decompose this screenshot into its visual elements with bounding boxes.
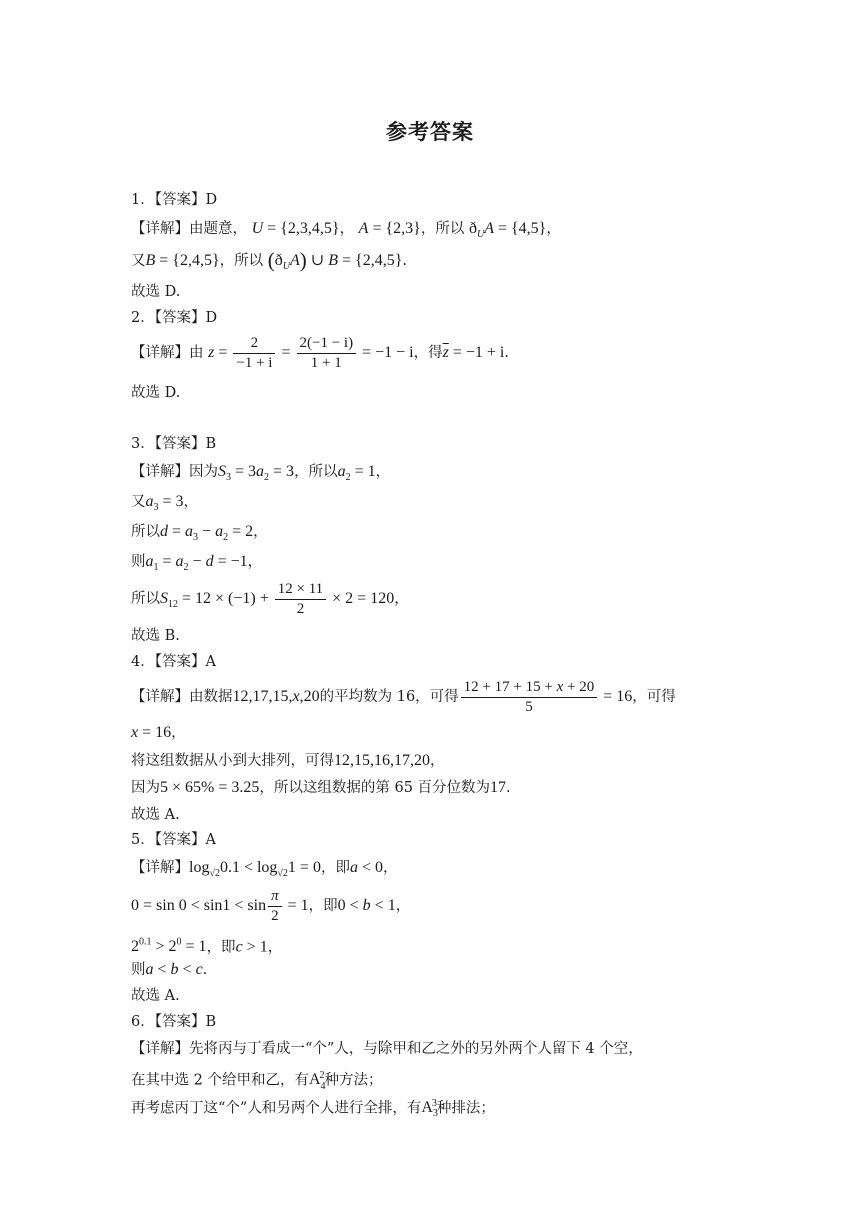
q2-answer-line	[131, 308, 217, 328]
q4-math-result: 17	[490, 779, 507, 796]
q2-math-conjugate: $\overline{z} = -1 + i$	[442, 344, 505, 361]
q3-text: 则	[131, 554, 146, 570]
q1-math-A: A = {2,3}	[358, 220, 421, 237]
q4-detail-line-1: 【详解】由数据12,17,15,x,20的平均数为 16，可得 $\frac{12 + 17 + 15 + x + 20}{5}$ = 16，可得	[131, 678, 676, 715]
q3-detail-line-3: 所以$d = a_3 - a_2 = 2$，	[131, 523, 268, 544]
q1-text: 又	[131, 253, 146, 269]
q3-math-S3: $S_3 = 3a_2 = 3$	[218, 463, 295, 484]
q4-fraction: $\frac{12 + 17 + 15 + x + 20}{5}$	[461, 678, 598, 717]
q5-math-c: c > 1	[235, 938, 268, 956]
q4-answer: A	[205, 654, 216, 670]
q2-detail-line: 【详解】由 z = $\frac{2}{-1 + i}$ = $\frac{2(-1 - i)}{1 + 1}$ = −1 − i，得$\overline{z} = -1 + i$.	[131, 334, 509, 371]
q6-math-A33: $A_3^3$	[421, 1098, 438, 1120]
q6-number: 6．	[131, 1014, 155, 1030]
q6-text: 种方法；	[324, 1072, 383, 1089]
detail-tag: 【详解】	[131, 860, 189, 876]
q3-math-a1: $a_1 = a_2 - d = -1$	[145, 553, 248, 574]
answer-tag: 【答案】	[154, 1014, 206, 1030]
q5-text: ，即	[320, 860, 350, 876]
q1-detail-line-1: 【详解】由题意， U = {2,3,4,5}， A = {2,3}，所以 $ð_UA = \{4,5\}$，	[131, 220, 561, 241]
q3-math-a3: $a_3 = 3$	[145, 493, 184, 514]
q3-detail-line-4: 则$a_1 = a_2 - d = -1$，	[131, 553, 263, 574]
q5-answer: A	[205, 832, 216, 848]
q5-detail-line-1: 【详解】$\log_{√2}0.1 < \log_{√2}1 = 0$，即a < 0，	[131, 859, 398, 880]
q3-detail-line-2: 又$a_3 = 3$，	[131, 493, 199, 514]
q5-conclusion: 故选 A.	[131, 988, 180, 1004]
q6-answer: B	[205, 1014, 217, 1030]
q5-math-exp: $2^{0.1} > 2^0 = 1$	[131, 937, 207, 956]
q1-math-B: B = {2,4,5}	[145, 252, 220, 269]
answer-tag: 【答案】	[154, 832, 206, 848]
q6-detail-line-3	[131, 1094, 495, 1125]
q3-fraction: $\frac{12 \times 11}{2}$	[275, 580, 326, 619]
detail-tag: 【详解】	[131, 345, 189, 361]
q1-detail-line-2: 又B = {2,4,5}，所以 $(ð_UA)$ ∪ B = {2,4,5}.	[131, 248, 407, 273]
q5-detail-line-4: 则a < b < c.	[131, 961, 208, 978]
q6-detail-line-1	[131, 1039, 643, 1059]
q1-conclusion: 故选 D.	[131, 284, 181, 300]
detail-tag: 【详解】	[131, 464, 189, 480]
q3-math-S12: $S_{12} = 12 \times (-1)$ +	[160, 590, 273, 611]
q2-text: ，得	[413, 345, 443, 361]
detail-tag: 【详解】	[131, 221, 189, 237]
q3-math-a2: $a_2 = 1$	[337, 463, 376, 484]
q2-conclusion: 故选 D.	[131, 385, 181, 401]
q4-text: 的平均数为 16，可得	[319, 689, 459, 705]
q6-detail-line-2	[131, 1066, 383, 1097]
q3-detail-line-5: 所以$S_{12} = 12 \times (-1)$ + $\frac{12 \times 11}{2}$ × 2 = 120，	[131, 580, 409, 617]
answer-tag: 【答案】	[154, 310, 206, 326]
q5-answer-line	[131, 830, 216, 850]
q1-math-complement: $ð_UA = \{4,5\}$	[468, 220, 547, 241]
q3-text: 因为	[189, 464, 218, 480]
detail-tag: 【详解】	[131, 689, 189, 705]
answer-tag: 【答案】	[154, 192, 206, 208]
q5-math-sin: 0 = sin 0 < sin1 < sin	[131, 897, 267, 914]
q4-text: 因为	[131, 780, 160, 796]
q1-math-union: $(ð_UA)$ ∪ B = {2,4,5}	[267, 248, 403, 273]
q5-math-b: 0 < b < 1	[337, 897, 396, 914]
q2-fraction-1: $\frac{2}{-1 + i}$	[233, 334, 275, 373]
q1-math-U: U = {2,3,4,5}	[251, 220, 340, 237]
q4-text: 由数据	[189, 689, 233, 705]
q4-answer-line	[131, 652, 216, 672]
q2-number: 2．	[131, 310, 155, 326]
q4-detail-line-4: 因为5 × 65% = 3.25，所以这组数据的第 65 百分位数为17.	[131, 779, 511, 796]
q2-text: 由	[189, 345, 204, 361]
q4-number: 4．	[131, 654, 155, 670]
q3-conclusion: 故选 B.	[131, 628, 180, 644]
q3-text: 所以	[131, 591, 160, 607]
q2-answer: D	[205, 310, 218, 326]
q5-text: ，即	[308, 898, 338, 914]
q1-number: 1．	[131, 192, 155, 208]
q4-text: 将这组数据从小到大排列，可得	[131, 753, 334, 769]
q5-math-log: $\log_{√2}0.1 < \log_{√2}1 = 0$	[189, 859, 321, 880]
q4-math-x: x = 16	[131, 724, 172, 741]
q4-text: ，所以这组数据的第 65 百分位数为	[259, 780, 491, 796]
detail-tag: 【详解】	[131, 1041, 189, 1057]
q4-math-sorted: 12,15,16,17,20	[334, 752, 430, 769]
q1-answer-line	[131, 190, 217, 210]
q4-detail-line-2: x = 16，	[131, 724, 186, 741]
q5-text: 则	[131, 962, 146, 978]
q4-math-percent: 5 × 65% = 3.25	[160, 779, 260, 796]
q3-answer: B	[205, 436, 217, 452]
q2-math-z: z	[208, 344, 215, 361]
q3-text: 所以	[131, 524, 160, 540]
q6-math-A42: $A_4^2$	[308, 1070, 326, 1092]
q1-text: ，所以	[219, 253, 264, 269]
q3-math-d: $d = a_3 - a_2 = 2$	[160, 523, 254, 544]
q6-answer-line	[131, 1012, 216, 1032]
q5-math-order: a < b < c	[145, 961, 203, 978]
q6-text: 再考虑丙丁这“个”人和另两个人进行全排，有	[131, 1100, 422, 1117]
q4-text: ，可得	[632, 689, 676, 705]
page-title: 参考答案	[386, 120, 474, 144]
q6-text: 种排法；	[436, 1100, 495, 1117]
q4-detail-line-3: 将这组数据从小到大排列，可得12,15,16,17,20，	[131, 752, 445, 769]
q4-conclusion: 故选 A.	[131, 807, 180, 823]
q5-detail-line-2: 0 = sin 0 < sin1 < sin $\frac{\pi}{2}$ = 1，即0 < b < 1，	[131, 887, 411, 924]
q5-text: ，即	[206, 939, 236, 956]
q1-answer: D	[205, 192, 218, 208]
q1-text: 由题意，	[189, 221, 247, 237]
q5-detail-line-3: $2^{0.1} > 2^0 = 1$，即c > 1，	[131, 937, 283, 956]
q5-math-a: a < 0	[349, 859, 383, 876]
answer-tag: 【答案】	[154, 654, 206, 670]
answer-tag: 【答案】	[154, 436, 206, 452]
q3-number: 3．	[131, 436, 155, 452]
q5-number: 5．	[131, 832, 155, 848]
q3-detail-line-1: 【详解】因为$S_3 = 3a_2 = 3$，所以$a_2 = 1$，	[131, 463, 391, 484]
q2-fraction-2: $\frac{2(-1 - i)}{1 + 1}$	[297, 334, 357, 373]
q3-answer-line	[131, 434, 216, 454]
q6-text: 在其中选 2 个给甲和乙，有	[131, 1072, 309, 1089]
q1-text: ，所以	[420, 221, 465, 237]
q3-text: 又	[131, 494, 146, 510]
q4-math-dataset: 12,17,15,x,20	[232, 688, 320, 705]
q5-fraction: $\frac{\pi}{2}$	[268, 887, 282, 926]
q3-text: ，所以	[294, 464, 338, 480]
q6-text: 先将丙与丁看成一“个”人，与除甲和乙之外的另外两个人留下 4 个空，	[189, 1041, 643, 1057]
